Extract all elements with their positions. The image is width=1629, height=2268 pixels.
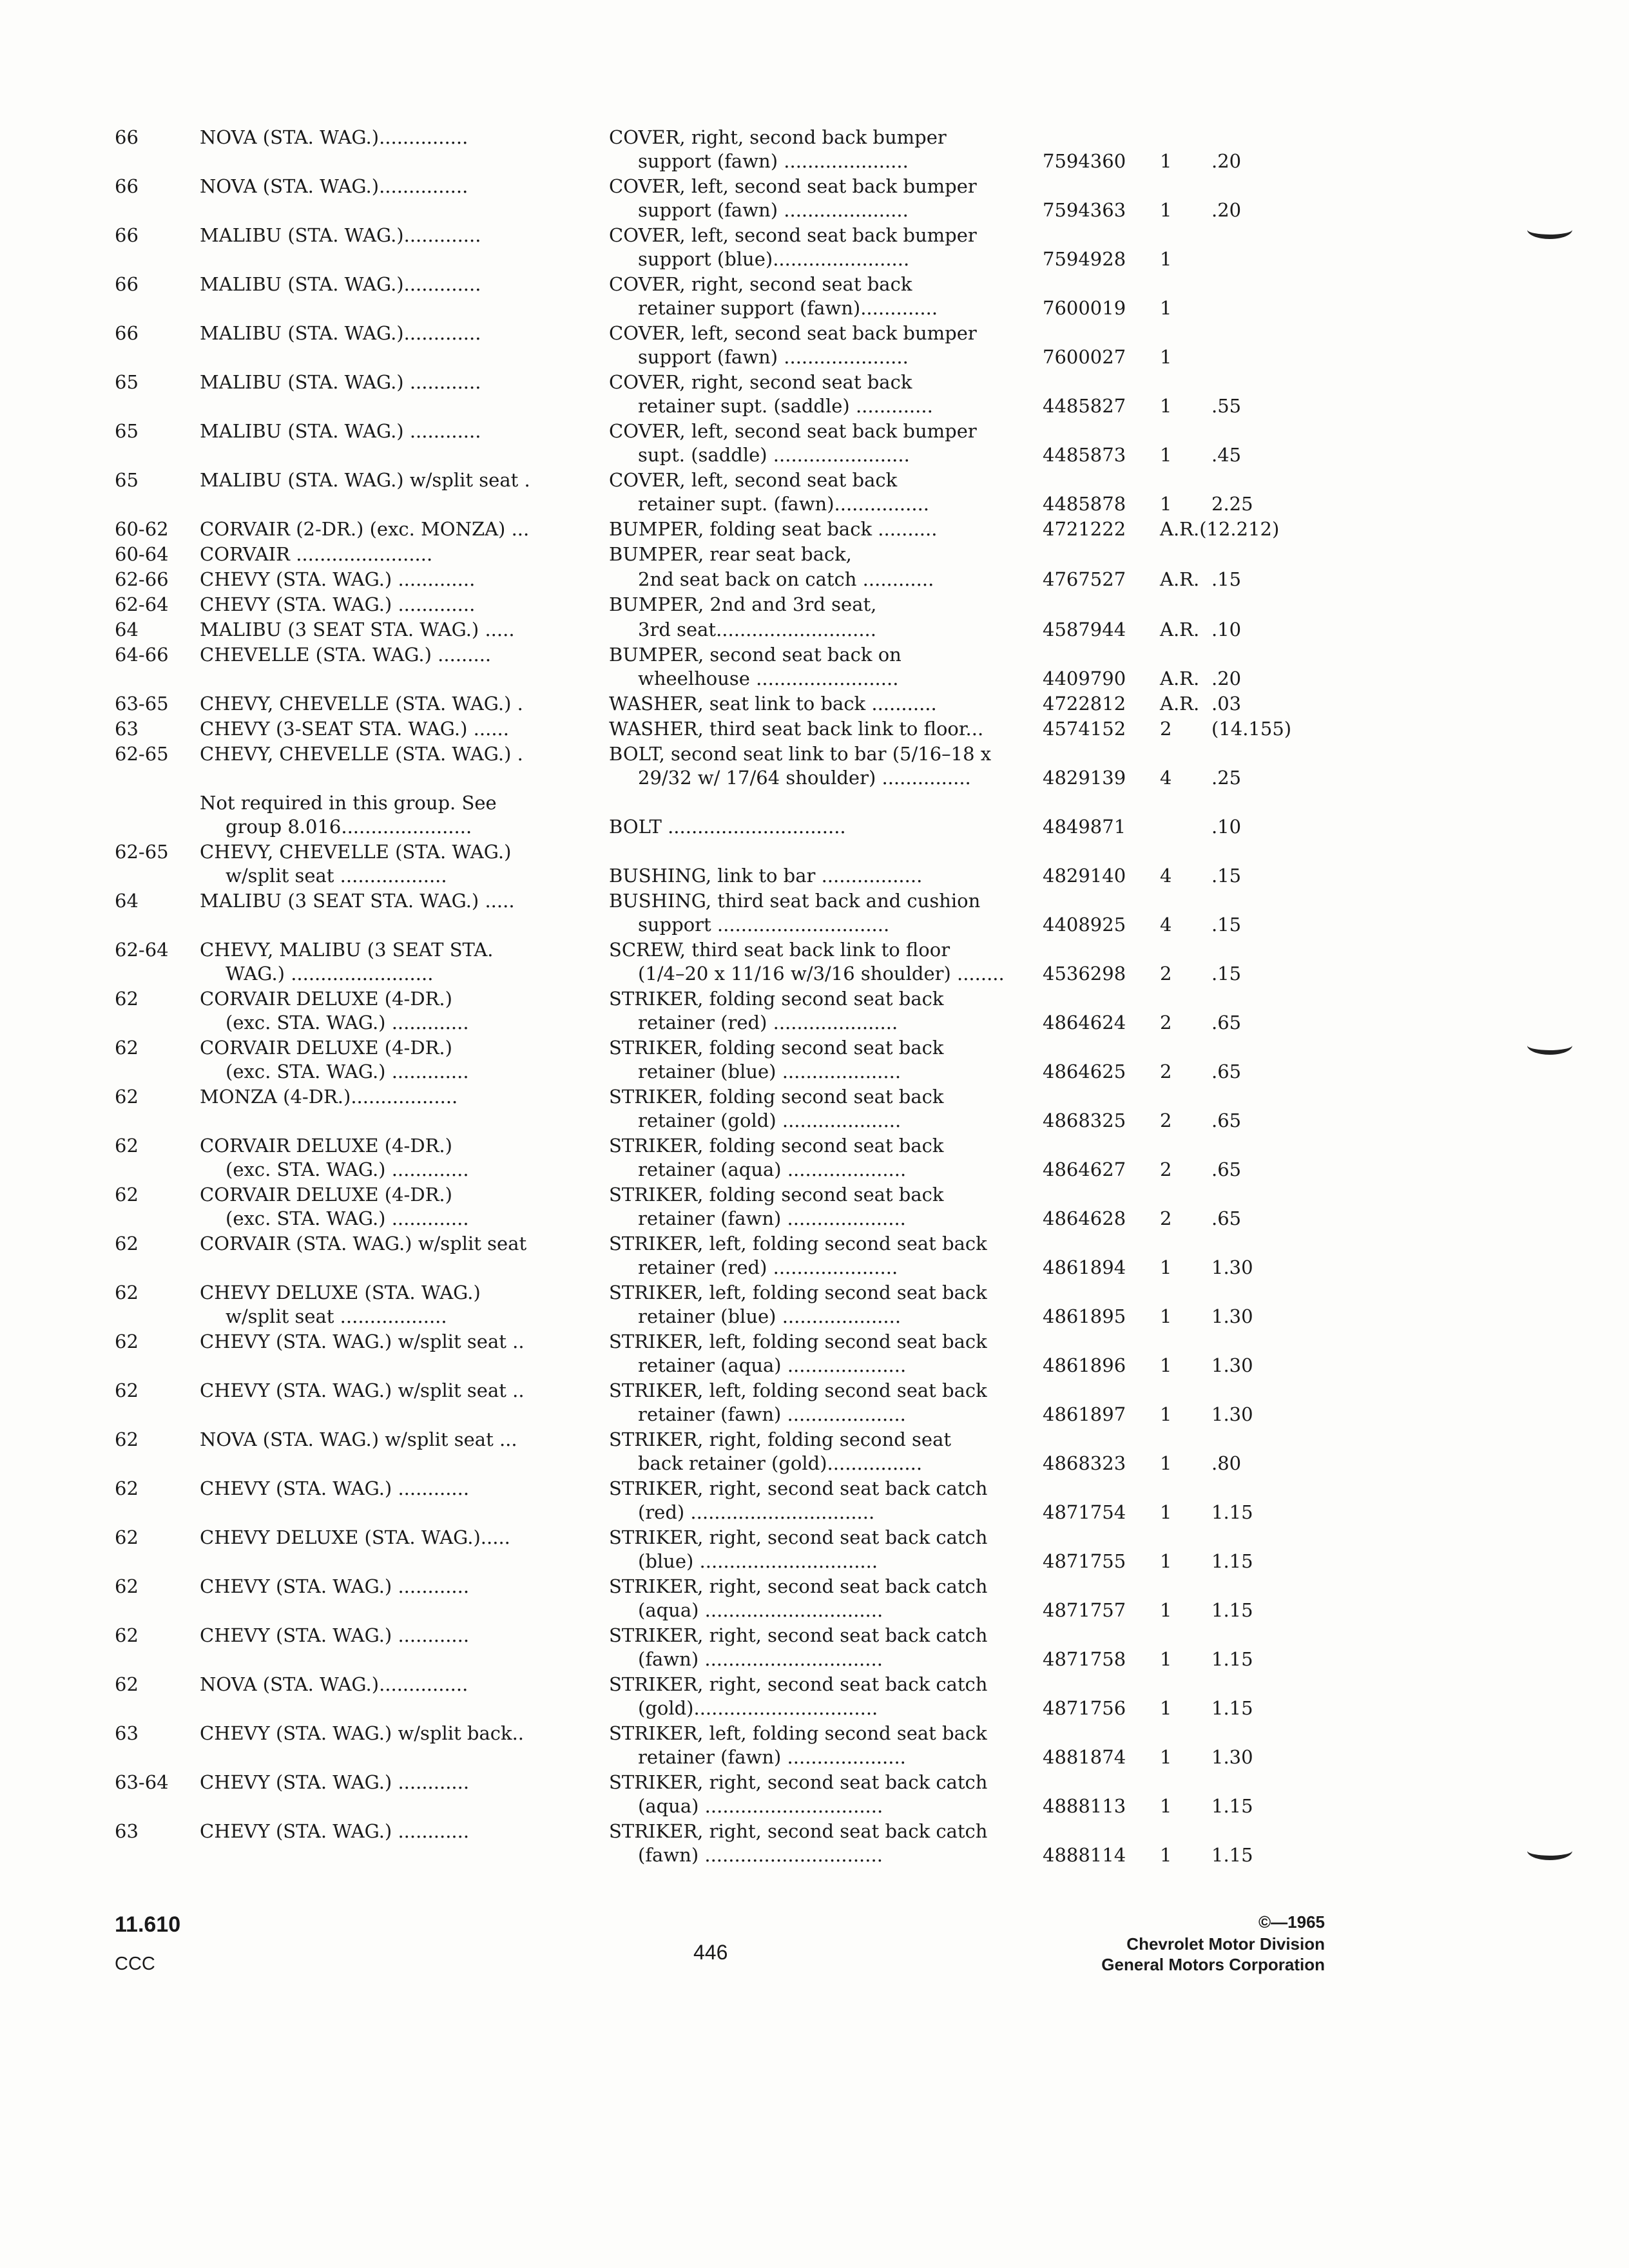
vehicle-model: MALIBU (3 SEAT STA. WAG.) ..... xyxy=(200,890,515,912)
part-description: BUMPER, 2nd and 3rd seat, xyxy=(609,593,877,615)
vehicle-model: CORVAIR ....................... xyxy=(200,543,433,565)
list-price: 1.15 xyxy=(1211,1648,1253,1670)
copyright-line: ©—1965 xyxy=(1258,1912,1325,1932)
model-year: 60-64 xyxy=(115,543,169,565)
part-description: support (fawn) ..................... xyxy=(638,150,909,172)
part-description: retainer (gold) .................... xyxy=(638,1110,901,1131)
vehicle-model: CORVAIR (2-DR.) (exc. MONZA) ... xyxy=(200,518,530,540)
part-number: 7600027 xyxy=(1043,346,1126,368)
vehicle-model-continued: w/split seat .................. xyxy=(226,1305,447,1327)
vehicle-model: CHEVY (STA. WAG.) ............ xyxy=(200,1575,470,1597)
vehicle-model: CORVAIR (STA. WAG.) w/split seat xyxy=(200,1233,527,1254)
model-year: 62 xyxy=(115,1477,139,1499)
model-year: 65 xyxy=(115,420,139,442)
part-number: 4861894 xyxy=(1043,1256,1126,1278)
model-year: 66 xyxy=(115,126,139,148)
part-description: COVER, left, second seat back bumper xyxy=(609,420,977,442)
list-price: .15 xyxy=(1211,914,1242,936)
part-number: 4868325 xyxy=(1043,1110,1126,1131)
part-description: (blue) .............................. xyxy=(638,1550,878,1572)
vehicle-model: CHEVY (STA. WAG.) ............ xyxy=(200,1624,470,1646)
part-description: COVER, right, second seat back xyxy=(609,273,912,295)
model-year: 63 xyxy=(115,1820,139,1842)
part-number: 4864625 xyxy=(1043,1061,1126,1082)
part-number: 4881874 xyxy=(1043,1746,1126,1768)
vehicle-model: NOVA (STA. WAG.)............... xyxy=(200,175,468,197)
part-description: STRIKER, folding second seat back xyxy=(609,1086,944,1108)
quantity: 1 xyxy=(1160,199,1172,221)
part-description: wheelhouse ........................ xyxy=(638,668,899,689)
division-name: Chevrolet Motor Division xyxy=(1126,1934,1325,1954)
part-description: (red) ............................... xyxy=(638,1501,875,1523)
binding-hole-mark xyxy=(1527,1841,1572,1860)
list-price: .65 xyxy=(1211,1061,1242,1082)
part-description: (fawn) .............................. xyxy=(638,1648,883,1670)
quantity: 1 xyxy=(1160,1305,1172,1327)
list-price: 1.15 xyxy=(1211,1501,1253,1523)
model-year: 62 xyxy=(115,988,139,1010)
list-price: .65 xyxy=(1211,1012,1242,1033)
part-number: 4871757 xyxy=(1043,1599,1126,1621)
vehicle-model: NOVA (STA. WAG.) w/split seat ... xyxy=(200,1428,517,1450)
quantity: 4 xyxy=(1160,865,1172,887)
vehicle-model: CHEVY (STA. WAG.) ............ xyxy=(200,1477,470,1499)
quantity: 1 xyxy=(1160,1452,1172,1474)
quantity: 1 xyxy=(1160,1746,1172,1768)
part-number: 4409790 xyxy=(1043,668,1126,689)
part-description: BUMPER, folding seat back .......... xyxy=(609,518,938,540)
part-number: 4861897 xyxy=(1043,1403,1126,1425)
part-description: STRIKER, left, folding second seat back xyxy=(609,1233,987,1254)
part-description: back retainer (gold)................ xyxy=(638,1452,923,1474)
part-number: 4408925 xyxy=(1043,914,1126,936)
vehicle-model: CHEVY (STA. WAG.) w/split seat .. xyxy=(200,1379,525,1401)
part-description: STRIKER, right, second seat back catch xyxy=(609,1526,988,1548)
model-year: 60-62 xyxy=(115,518,169,540)
part-description: support (fawn) ..................... xyxy=(638,199,909,221)
quantity: 1 xyxy=(1160,346,1172,368)
part-number: 4871755 xyxy=(1043,1550,1126,1572)
quantity: 2 xyxy=(1160,963,1172,985)
list-price: .15 xyxy=(1211,568,1242,590)
list-price: .65 xyxy=(1211,1207,1242,1229)
part-description: retainer (aqua) .................... xyxy=(638,1354,907,1376)
list-price: .55 xyxy=(1211,395,1242,417)
vehicle-model: MALIBU (STA. WAG.)............. xyxy=(200,322,481,344)
part-description: STRIKER, folding second seat back xyxy=(609,1037,944,1059)
part-description: (fawn) .............................. xyxy=(638,1844,883,1866)
vehicle-model-continued: (exc. STA. WAG.) ............. xyxy=(226,1207,469,1229)
part-description: WASHER, seat link to back ........... xyxy=(609,693,937,715)
part-description: STRIKER, right, second seat back catch xyxy=(609,1771,988,1793)
list-price: .15 xyxy=(1211,963,1242,985)
binding-hole-mark xyxy=(1527,1036,1572,1055)
list-price: .65 xyxy=(1211,1158,1242,1180)
part-number: 4849871 xyxy=(1043,816,1126,838)
vehicle-model: Not required in this group. See xyxy=(200,792,497,814)
quantity: 1 xyxy=(1160,1648,1172,1670)
part-description: retainer (fawn) .................... xyxy=(638,1403,906,1425)
part-description: STRIKER, right, second seat back catch xyxy=(609,1575,988,1597)
list-price: .20 xyxy=(1211,199,1242,221)
part-description: BUMPER, second seat back on xyxy=(609,644,901,666)
vehicle-model: CHEVELLE (STA. WAG.) ......... xyxy=(200,644,492,666)
quantity: 1 xyxy=(1160,1501,1172,1523)
vehicle-model: CORVAIR DELUXE (4-DR.) xyxy=(200,988,452,1010)
vehicle-model: MALIBU (STA. WAG.) ............ xyxy=(200,420,481,442)
part-number: 4536298 xyxy=(1043,963,1126,985)
part-description: retainer (fawn) .................... xyxy=(638,1207,906,1229)
list-price: 1.15 xyxy=(1211,1599,1253,1621)
quantity: 1 xyxy=(1160,1354,1172,1376)
part-description: BUSHING, third seat back and cushion xyxy=(609,890,981,912)
part-number: 4587944 xyxy=(1043,619,1126,640)
list-price: 2.25 xyxy=(1211,493,1253,515)
model-year: 62 xyxy=(115,1575,139,1597)
part-number: 7594360 xyxy=(1043,150,1126,172)
quantity: 2 xyxy=(1160,1061,1172,1082)
quantity: 1 xyxy=(1160,1599,1172,1621)
list-price: 1.30 xyxy=(1211,1403,1253,1425)
binding-hole-mark xyxy=(1527,220,1572,239)
part-number: 4485878 xyxy=(1043,493,1126,515)
part-description: retainer supt. (saddle) ............. xyxy=(638,395,933,417)
vehicle-model: CHEVY (STA. WAG.) ............ xyxy=(200,1820,470,1842)
list-price: .10 xyxy=(1211,619,1242,640)
part-description: STRIKER, left, folding second seat back xyxy=(609,1722,987,1744)
list-price: .20 xyxy=(1211,668,1242,689)
model-year: 66 xyxy=(115,273,139,295)
list-price: 1.15 xyxy=(1211,1844,1253,1866)
part-number: 4861896 xyxy=(1043,1354,1126,1376)
vehicle-model: CORVAIR DELUXE (4-DR.) xyxy=(200,1037,452,1059)
part-number: 7594928 xyxy=(1043,248,1126,270)
part-description: STRIKER, folding second seat back xyxy=(609,988,944,1010)
catalog-code: CCC xyxy=(115,1954,155,1974)
vehicle-model: CHEVY (STA. WAG.) ............. xyxy=(200,593,476,615)
vehicle-model: CHEVY (STA. WAG.) ............. xyxy=(200,568,476,590)
vehicle-model: NOVA (STA. WAG.)............... xyxy=(200,1673,468,1695)
part-description: STRIKER, right, second seat back catch xyxy=(609,1477,988,1499)
part-description: BOLT, second seat link to bar (5/16–18 x xyxy=(609,743,992,765)
list-price: .80 xyxy=(1211,1452,1242,1474)
quantity: 1 xyxy=(1160,1256,1172,1278)
part-description: SCREW, third seat back link to floor xyxy=(609,939,950,961)
model-year: 65 xyxy=(115,371,139,393)
model-year: 66 xyxy=(115,224,139,246)
part-number: 4861895 xyxy=(1043,1305,1126,1327)
vehicle-model: CHEVY, CHEVELLE (STA. WAG.) . xyxy=(200,743,523,765)
part-number: 7594363 xyxy=(1043,199,1126,221)
part-description: support (fawn) ..................... xyxy=(638,346,909,368)
part-description: STRIKER, right, second seat back catch xyxy=(609,1673,988,1695)
list-price: .25 xyxy=(1211,767,1242,789)
part-description: STRIKER, folding second seat back xyxy=(609,1135,944,1157)
model-year: 62 xyxy=(115,1428,139,1450)
part-description: retainer (red) ..................... xyxy=(638,1012,898,1033)
part-description: COVER, right, second seat back xyxy=(609,371,912,393)
list-price: 1.15 xyxy=(1211,1795,1253,1817)
model-year: 62-65 xyxy=(115,841,169,863)
part-number: 7600019 xyxy=(1043,297,1126,319)
section-number: 11.610 xyxy=(115,1912,181,1937)
part-description: (gold)............................... xyxy=(638,1697,878,1719)
model-year: 63 xyxy=(115,718,139,740)
model-year: 62 xyxy=(115,1086,139,1108)
quantity: 1 xyxy=(1160,1550,1172,1572)
quantity: A.R. xyxy=(1160,693,1200,715)
list-price: 1.15 xyxy=(1211,1550,1253,1572)
model-year: 62 xyxy=(115,1282,139,1303)
model-year: 63-64 xyxy=(115,1771,169,1793)
list-price: .10 xyxy=(1211,816,1242,838)
part-number: 4888114 xyxy=(1043,1844,1126,1866)
part-number: 4829140 xyxy=(1043,865,1126,887)
part-description: WASHER, third seat back link to floor... xyxy=(609,718,984,740)
quantity: 1 xyxy=(1160,297,1172,319)
part-number: 4864624 xyxy=(1043,1012,1126,1033)
vehicle-model: CHEVY (3-SEAT STA. WAG.) ...... xyxy=(200,718,509,740)
part-description: retainer (blue) .................... xyxy=(638,1305,901,1327)
vehicle-model: CHEVY DELUXE (STA. WAG.) xyxy=(200,1282,481,1303)
quantity: 2 xyxy=(1160,718,1172,740)
model-year: 63-65 xyxy=(115,693,169,715)
part-description: retainer (fawn) .................... xyxy=(638,1746,906,1768)
vehicle-model: CHEVY DELUXE (STA. WAG.)..... xyxy=(200,1526,510,1548)
quantity: A.R. xyxy=(1160,619,1200,640)
part-number: 4767527 xyxy=(1043,568,1126,590)
part-description: retainer (red) ..................... xyxy=(638,1256,898,1278)
model-year: 62-66 xyxy=(115,568,169,590)
part-description: STRIKER, left, folding second seat back xyxy=(609,1379,987,1401)
part-description: support (blue)....................... xyxy=(638,248,910,270)
quantity: 2 xyxy=(1160,1012,1172,1033)
vehicle-model: MONZA (4-DR.).................. xyxy=(200,1086,458,1108)
model-year: 62 xyxy=(115,1233,139,1254)
part-description: STRIKER, left, folding second seat back xyxy=(609,1282,987,1303)
list-price: .20 xyxy=(1211,150,1242,172)
vehicle-model: CHEVY, MALIBU (3 SEAT STA. xyxy=(200,939,494,961)
part-description: COVER, left, second seat back xyxy=(609,469,898,491)
model-year: 62 xyxy=(115,1331,139,1352)
quantity: 2 xyxy=(1160,1110,1172,1131)
vehicle-model: CORVAIR DELUXE (4-DR.) xyxy=(200,1184,452,1206)
quantity: 4 xyxy=(1160,767,1172,789)
vehicle-model: CHEVY (STA. WAG.) w/split seat .. xyxy=(200,1331,525,1352)
quantity: 1 xyxy=(1160,444,1172,466)
part-number: 4722812 xyxy=(1043,693,1126,715)
model-year: 62 xyxy=(115,1037,139,1059)
part-number: 4871758 xyxy=(1043,1648,1126,1670)
part-number: 4829139 xyxy=(1043,767,1126,789)
part-description: support ............................. xyxy=(638,914,890,936)
quantity: 1 xyxy=(1160,395,1172,417)
quantity: 1 xyxy=(1160,248,1172,270)
vehicle-model: CHEVY (STA. WAG.) w/split back.. xyxy=(200,1722,525,1744)
model-year: 62-64 xyxy=(115,939,169,961)
list-price: .65 xyxy=(1211,1110,1242,1131)
vehicle-model-continued: group 8.016...................... xyxy=(226,816,472,838)
part-description: STRIKER, left, folding second seat back xyxy=(609,1331,987,1352)
list-price: 1.30 xyxy=(1211,1354,1253,1376)
part-description: STRIKER, right, folding second seat xyxy=(609,1428,952,1450)
list-price: (14.155) xyxy=(1211,718,1292,740)
vehicle-model-continued: (exc. STA. WAG.) ............. xyxy=(226,1061,469,1082)
list-price: 1.30 xyxy=(1211,1746,1253,1768)
model-year: 64-66 xyxy=(115,644,169,666)
quantity: 1 xyxy=(1160,150,1172,172)
model-year: 62-64 xyxy=(115,593,169,615)
part-number: 4868323 xyxy=(1043,1452,1126,1474)
part-description: retainer (aqua) .................... xyxy=(638,1158,907,1180)
quantity: 2 xyxy=(1160,1158,1172,1180)
part-number: 4721222 xyxy=(1043,518,1126,540)
part-description: BUSHING, link to bar ................. xyxy=(609,865,923,887)
quantity: 1 xyxy=(1160,1403,1172,1425)
model-year: 66 xyxy=(115,322,139,344)
part-number: 4485873 xyxy=(1043,444,1126,466)
part-description: (aqua) .............................. xyxy=(638,1599,883,1621)
vehicle-model: CHEVY, CHEVELLE (STA. WAG.) . xyxy=(200,693,523,715)
model-year: 62-65 xyxy=(115,743,169,765)
part-description: 2nd seat back on catch ............ xyxy=(638,568,934,590)
corporation-name: General Motors Corporation xyxy=(1101,1955,1325,1974)
part-description: COVER, left, second seat back bumper xyxy=(609,322,977,344)
model-year: 64 xyxy=(115,890,139,912)
list-price: 1.30 xyxy=(1211,1305,1253,1327)
quantity: 1 xyxy=(1160,1697,1172,1719)
vehicle-model-continued: WAG.) ........................ xyxy=(226,963,434,985)
model-year: 63 xyxy=(115,1722,139,1744)
part-description: (aqua) .............................. xyxy=(638,1795,883,1817)
part-description: COVER, left, second seat back bumper xyxy=(609,224,977,246)
vehicle-model-continued: (exc. STA. WAG.) ............. xyxy=(226,1158,469,1180)
vehicle-model: MALIBU (STA. WAG.) w/split seat . xyxy=(200,469,530,491)
vehicle-model: CHEVY, CHEVELLE (STA. WAG.) xyxy=(200,841,512,863)
list-price: 1.15 xyxy=(1211,1697,1253,1719)
part-number: 4888113 xyxy=(1043,1795,1126,1817)
vehicle-model: MALIBU (STA. WAG.)............. xyxy=(200,224,481,246)
quantity: 1 xyxy=(1160,1844,1172,1866)
quantity: A.R.(12.212) xyxy=(1160,518,1280,540)
part-number: 4871756 xyxy=(1043,1697,1126,1719)
model-year: 66 xyxy=(115,175,139,197)
quantity: 1 xyxy=(1160,493,1172,515)
list-price: .15 xyxy=(1211,865,1242,887)
vehicle-model: MALIBU (STA. WAG.)............. xyxy=(200,273,481,295)
part-description: BUMPER, rear seat back, xyxy=(609,543,852,565)
part-description: retainer supt. (fawn)................ xyxy=(638,493,930,515)
vehicle-model-continued: w/split seat .................. xyxy=(226,865,447,887)
list-price: .45 xyxy=(1211,444,1242,466)
list-price: 1.30 xyxy=(1211,1256,1253,1278)
part-description: STRIKER, right, second seat back catch xyxy=(609,1820,988,1842)
part-number: 4574152 xyxy=(1043,718,1126,740)
part-description: COVER, left, second seat back bumper xyxy=(609,175,977,197)
model-year: 62 xyxy=(115,1379,139,1401)
model-year: 65 xyxy=(115,469,139,491)
vehicle-model: CHEVY (STA. WAG.) ............ xyxy=(200,1771,470,1793)
part-description: supt. (saddle) ....................... xyxy=(638,444,910,466)
part-description: retainer support (fawn)............. xyxy=(638,297,938,319)
quantity: A.R. xyxy=(1160,668,1200,689)
list-price: .03 xyxy=(1211,693,1242,715)
page-number: 446 xyxy=(693,1941,728,1964)
part-number: 4864628 xyxy=(1043,1207,1126,1229)
vehicle-model: MALIBU (STA. WAG.) ............ xyxy=(200,371,481,393)
part-number: 4485827 xyxy=(1043,395,1126,417)
model-year: 62 xyxy=(115,1673,139,1695)
quantity: 1 xyxy=(1160,1795,1172,1817)
part-description: retainer (blue) .................... xyxy=(638,1061,901,1082)
part-description: STRIKER, folding second seat back xyxy=(609,1184,944,1206)
quantity: A.R. xyxy=(1160,568,1200,590)
model-year: 62 xyxy=(115,1526,139,1548)
part-description: STRIKER, right, second seat back catch xyxy=(609,1624,988,1646)
vehicle-model: CORVAIR DELUXE (4-DR.) xyxy=(200,1135,452,1157)
vehicle-model: NOVA (STA. WAG.)............... xyxy=(200,126,468,148)
part-description: (1/4–20 x 11/16 w/3/16 shoulder) ........ xyxy=(638,963,1005,985)
vehicle-model: MALIBU (3 SEAT STA. WAG.) ..... xyxy=(200,619,515,640)
part-description: 29/32 w/ 17/64 shoulder) ............... xyxy=(638,767,971,789)
quantity: 4 xyxy=(1160,914,1172,936)
model-year: 62 xyxy=(115,1184,139,1206)
part-number: 4864627 xyxy=(1043,1158,1126,1180)
model-year: 62 xyxy=(115,1624,139,1646)
vehicle-model-continued: (exc. STA. WAG.) ............. xyxy=(226,1012,469,1033)
part-description: BOLT .............................. xyxy=(609,816,846,838)
part-description: 3rd seat........................... xyxy=(638,619,876,640)
part-number: 4871754 xyxy=(1043,1501,1126,1523)
model-year: 62 xyxy=(115,1135,139,1157)
model-year: 64 xyxy=(115,619,139,640)
part-description: COVER, right, second back bumper xyxy=(609,126,947,148)
quantity: 2 xyxy=(1160,1207,1172,1229)
